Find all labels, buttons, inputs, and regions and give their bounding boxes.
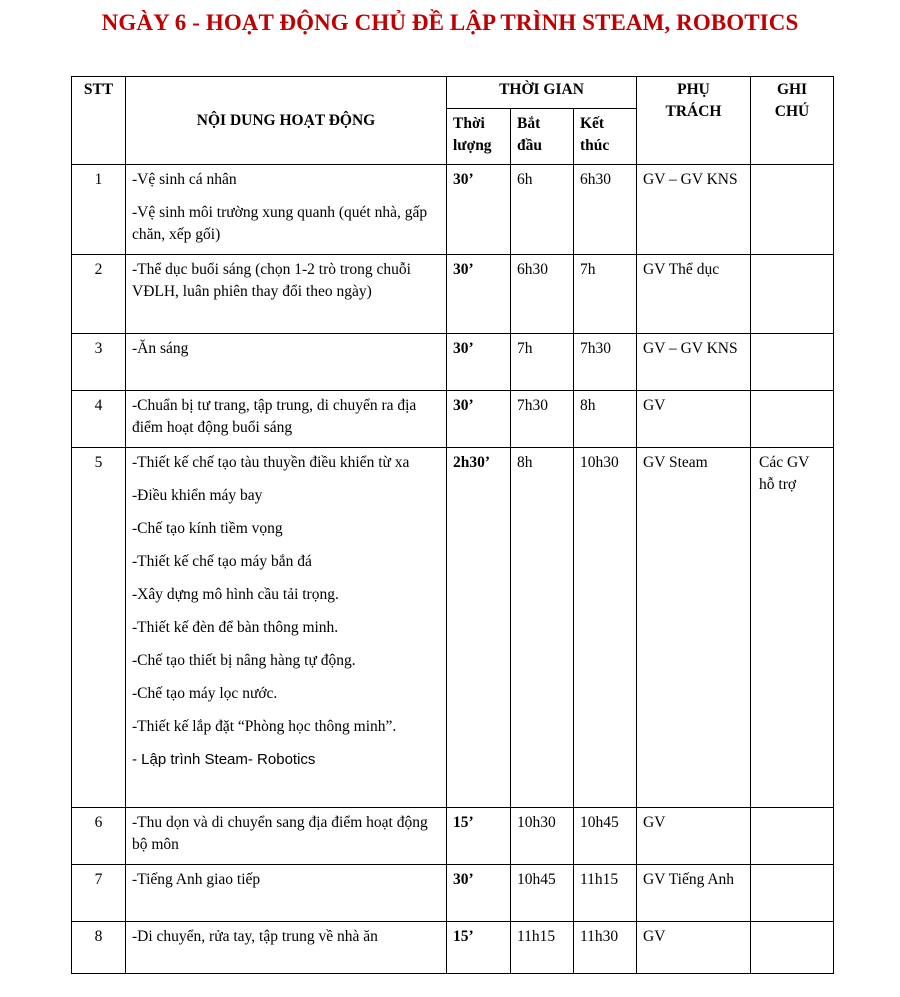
header-owner [637, 77, 751, 165]
row-stt: 4 [72, 391, 126, 448]
row-note: Các GV hỗ trợ [751, 448, 834, 808]
row-owner: GV Tiếng Anh [637, 865, 751, 922]
header-end-line-2: thúc [580, 137, 610, 154]
row-content [126, 391, 447, 448]
table-row [72, 808, 834, 865]
activity-line: -Chế tạo máy lọc nước. [132, 685, 278, 702]
header-end-line-1: Kết [580, 115, 605, 132]
row-note [751, 255, 834, 334]
row-duration: 30’ [447, 391, 511, 448]
row-note [751, 808, 834, 865]
row-owner: GV [637, 808, 751, 865]
activity-line: -Điều khiển máy bay [132, 487, 263, 504]
row-note [751, 922, 834, 974]
activity-line: -Chế tạo thiết bị nâng hàng tự động. [132, 652, 356, 669]
row-start: 7h [511, 334, 574, 391]
header-duration-line-2: lượng [453, 137, 492, 154]
row-start: 6h30 [511, 255, 574, 334]
activity-line: -Thiết kế chế tạo máy bắn đá [132, 553, 312, 570]
table-row [72, 165, 834, 255]
row-start: 10h30 [511, 808, 574, 865]
row-duration: 30’ [447, 865, 511, 922]
header-note [751, 77, 834, 165]
row-owner: GV Thể dục [637, 255, 751, 334]
row-end: 11h30 [574, 922, 637, 974]
row-stt: 3 [72, 334, 126, 391]
row-owner: GV [637, 922, 751, 974]
row-end: 8h [574, 391, 637, 448]
activity-line: - Lập trình Steam- Robotics [132, 751, 316, 768]
row-owner: GV – GV KNS [637, 165, 751, 255]
row-duration: 30’ [447, 334, 511, 391]
activity-line: -Thể dục buổi sáng (chọn 1-2 trò trong chuỗi VĐLH, luân phiên thay đổi theo ngày) [132, 261, 411, 300]
row-duration: 30’ [447, 165, 511, 255]
header-start-line-2: đầu [517, 137, 542, 154]
row-content [126, 922, 447, 974]
row-content [126, 334, 447, 391]
activity-line: -Vệ sinh cá nhân [132, 171, 237, 188]
header-duration [447, 109, 511, 165]
row-end: 11h15 [574, 865, 637, 922]
activity-line: -Vệ sinh môi trường xung quanh (quét nhà, gấp chăn, xếp gối) [132, 204, 428, 243]
row-start: 8h [511, 448, 574, 808]
header-owner-line-1: PHỤ [677, 81, 710, 98]
row-duration: 2h30’ [447, 448, 511, 808]
header-time: THỜI GIAN [447, 77, 637, 109]
row-duration: 15’ [447, 808, 511, 865]
row-stt: 8 [72, 922, 126, 974]
header-start [511, 109, 574, 165]
activity-line: -Thiết kế đèn để bàn thông minh. [132, 619, 339, 636]
activity-line: -Di chuyển, rửa tay, tập trung về nhà ăn [132, 928, 378, 945]
schedule-table [71, 76, 834, 974]
row-content [126, 255, 447, 334]
header-stt: STT [72, 77, 126, 165]
row-end: 10h45 [574, 808, 637, 865]
table-row [72, 391, 834, 448]
header-owner-line-2: TRÁCH [665, 103, 722, 120]
schedule-body [72, 165, 834, 974]
table-row [72, 334, 834, 391]
activity-line: -Chuẩn bị tư trang, tập trung, di chuyển ra địa điểm hoạt động buổi sáng [132, 397, 417, 436]
table-row [72, 865, 834, 922]
row-note [751, 865, 834, 922]
row-content [126, 165, 447, 255]
row-content [126, 448, 447, 808]
row-end: 7h [574, 255, 637, 334]
header-start-line-1: Bắt [517, 115, 541, 132]
header-row [72, 77, 834, 109]
row-stt: 2 [72, 255, 126, 334]
row-end: 10h30 [574, 448, 637, 808]
row-owner: GV Steam [637, 448, 751, 808]
row-note [751, 334, 834, 391]
row-start: 10h45 [511, 865, 574, 922]
row-owner: GV [637, 391, 751, 448]
row-stt: 6 [72, 808, 126, 865]
table-row [72, 255, 834, 334]
header-note-line-1: GHI [776, 81, 808, 98]
row-owner: GV – GV KNS [637, 334, 751, 391]
row-start: 7h30 [511, 391, 574, 448]
activity-line: -Tiếng Anh giao tiếp [132, 871, 261, 888]
row-duration: 15’ [447, 922, 511, 974]
header-end [574, 109, 637, 165]
row-content [126, 865, 447, 922]
row-end: 6h30 [574, 165, 637, 255]
row-duration: 30’ [447, 255, 511, 334]
activity-line: -Xây dựng mô hình cầu tải trọng. [132, 586, 339, 603]
page-title: NGÀY 6 - HOẠT ĐỘNG CHỦ ĐỀ LẬP TRÌNH STEAM, ROBOTICS [101, 10, 799, 35]
row-stt: 5 [72, 448, 126, 808]
activity-line: -Chế tạo kính tiềm vọng [132, 520, 283, 537]
row-end: 7h30 [574, 334, 637, 391]
row-stt: 7 [72, 865, 126, 922]
activity-line: -Thu dọn và di chuyển sang địa điểm hoạt động bộ môn [132, 814, 428, 853]
table-row [72, 922, 834, 974]
row-start: 11h15 [511, 922, 574, 974]
row-stt: 1 [72, 165, 126, 255]
row-note [751, 165, 834, 255]
row-note [751, 391, 834, 448]
activity-line: -Ăn sáng [132, 340, 189, 357]
table-row [72, 448, 834, 808]
header-note-line-2: CHÚ [774, 103, 810, 120]
activity-line: -Thiết kế chế tạo tàu thuyền điều khiển từ xa [132, 454, 410, 471]
row-content [126, 808, 447, 865]
header-duration-line-1: Thời [453, 115, 485, 132]
row-start: 6h [511, 165, 574, 255]
header-content: NỘI DUNG HOẠT ĐỘNG [126, 77, 447, 165]
activity-line: -Thiết kế lắp đặt “Phòng học thông minh”. [132, 718, 397, 735]
